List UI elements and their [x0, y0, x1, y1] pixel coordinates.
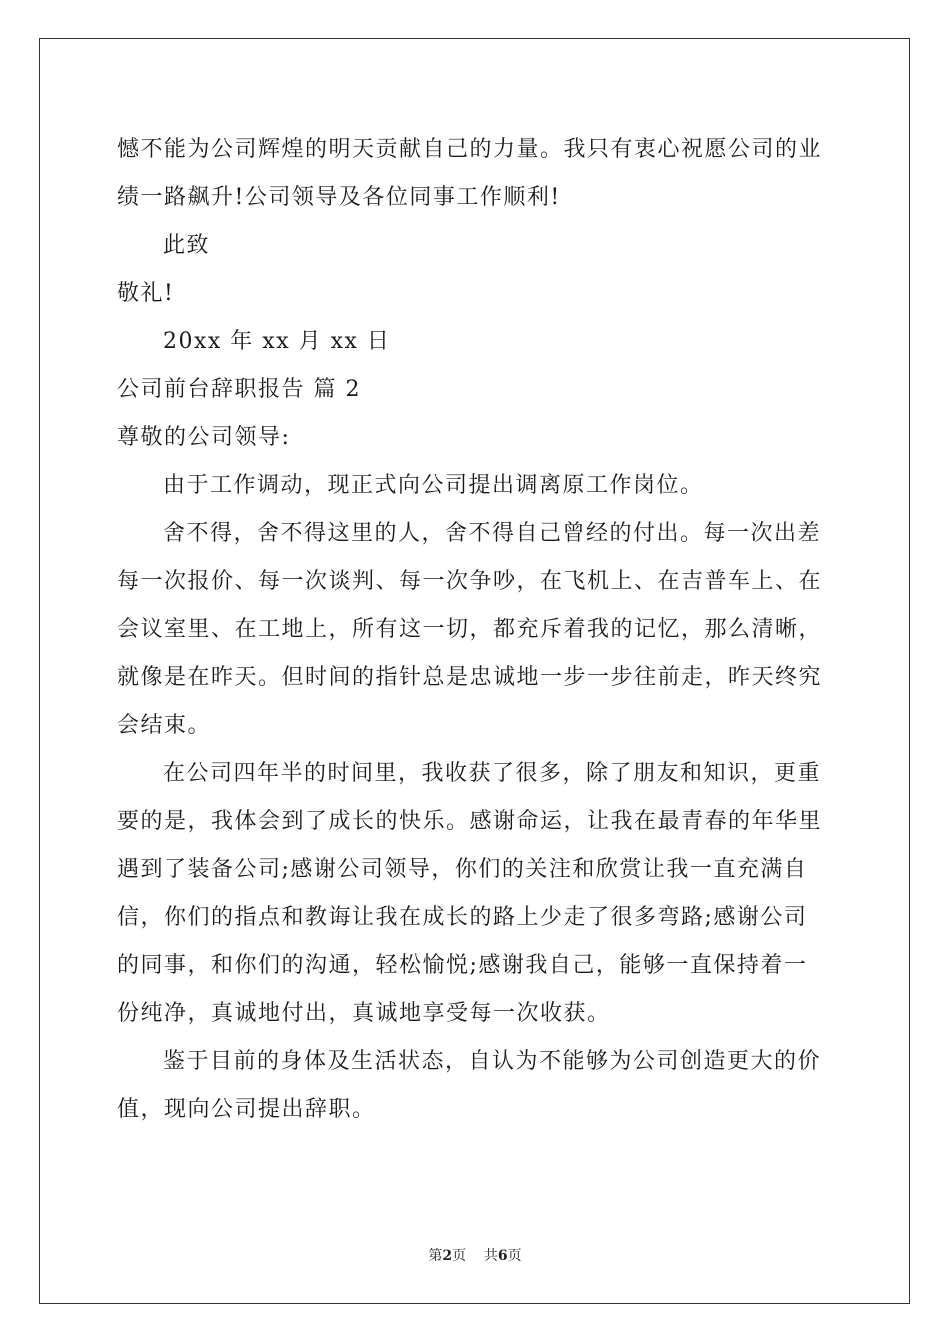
document-body: [117, 126, 837, 1134]
footer-page-suffix: 页: [452, 1248, 467, 1264]
text-line: 憾不能为公司辉煌的明天贡献自己的力量。我只有衷心祝愿公司的业: [117, 137, 823, 162]
text-line: 会结束。: [117, 713, 212, 738]
text-line: 在公司四年半的时间里，我收获了很多，除了朋友和知识，更重: [163, 761, 822, 786]
text-line: 要的是，我体会到了成长的快乐。感谢命运，让我在最青春的年华里: [117, 809, 823, 834]
text-line: 绩一路飙升!公司领导及各位同事工作顺利!: [117, 185, 561, 210]
footer-prefix: 第: [428, 1248, 443, 1264]
footer-total-prefix: 共: [483, 1248, 498, 1264]
text-line: 鉴于目前的身体及生活状态，自认为不能够为公司创造更大的价: [163, 1049, 822, 1074]
text-line: 值，现向公司提出辞职。: [117, 1097, 376, 1122]
page-footer: [0, 1245, 950, 1265]
text-line: 就像是在昨天。但时间的指针总是忠诚地一步一步往前走，昨天终究: [117, 665, 823, 690]
salutation-line: 敬礼!: [117, 281, 175, 306]
text-line: 份纯净，真诚地付出，真诚地享受每一次收获。: [117, 1001, 611, 1026]
current-page-number: 2: [442, 1248, 453, 1264]
text-line: 信，你们的指点和教诲让我在成长的路上少走了很多弯路;感谢公司: [117, 905, 808, 930]
footer-total-suffix: 页: [507, 1248, 522, 1264]
text-line: 舍不得，舍不得这里的人，舍不得自己曾经的付出。每一次出差: [163, 521, 822, 546]
text-line: 每一次报价、每一次谈判、每一次争吵，在飞机上、在吉普车上、在: [117, 569, 823, 594]
text-line: 的同事，和你们的沟通，轻松愉悦;感谢我自己，能够一直保持着一: [117, 953, 808, 978]
greeting-line: 尊敬的公司领导:: [117, 425, 291, 450]
salutation-line: 此致: [163, 233, 211, 258]
section-title: 公司前台辞职报告 篇 2: [117, 377, 361, 402]
text-line: 遇到了装备公司;感谢公司领导，你们的关注和欣赏让我一直充满自: [117, 857, 808, 882]
text-line: 由于工作调动，现正式向公司提出调离原工作岗位。: [163, 473, 704, 498]
date-line: 20xx 年 xx 月 xx 日: [163, 329, 391, 354]
total-page-number: 6: [497, 1248, 508, 1264]
text-line: 会议室里、在工地上，所有这一切，都充斥着我的记忆，那么清晰，: [117, 617, 823, 642]
